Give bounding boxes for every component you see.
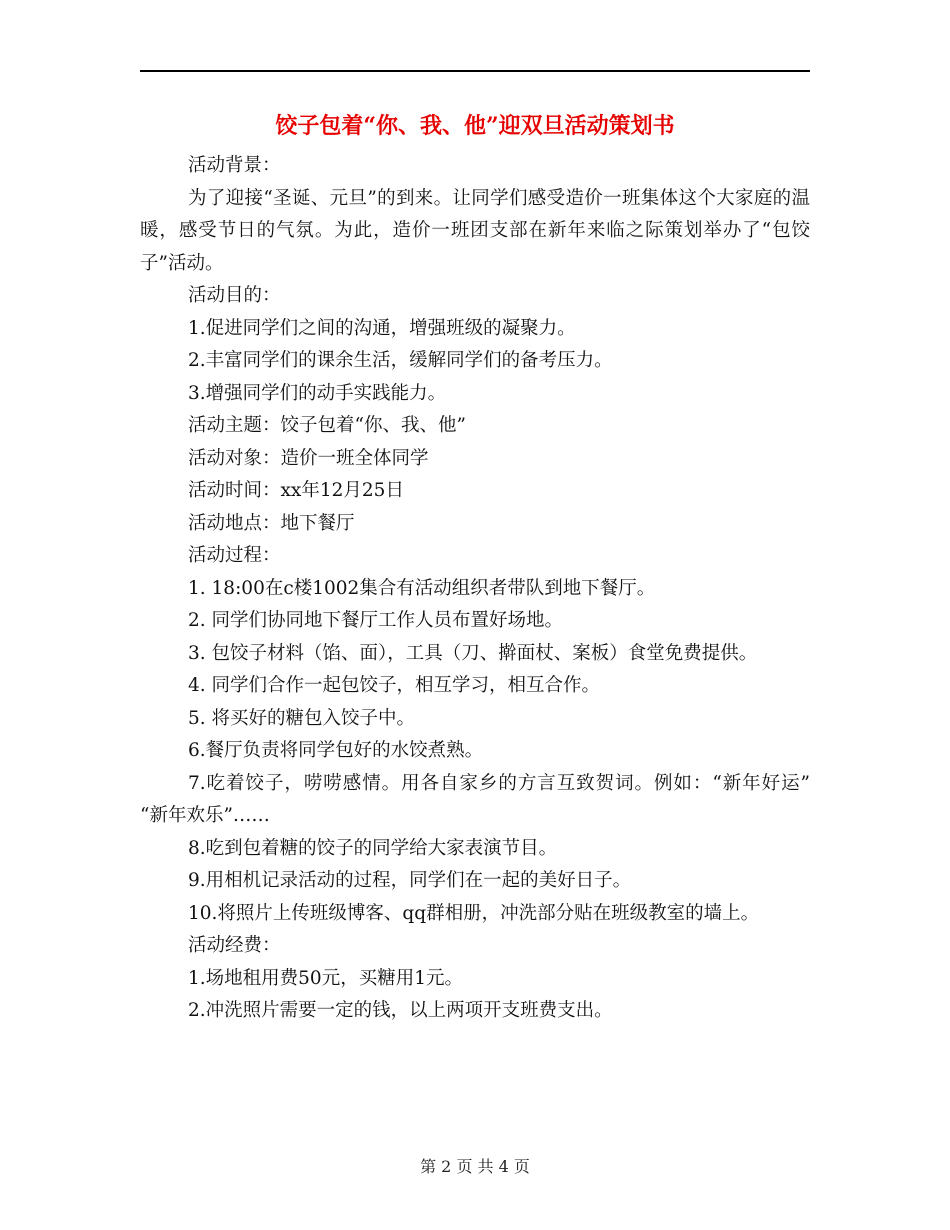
- paragraph: 活动背景：: [188, 155, 281, 176]
- paragraph: 1.场地租用费50元，买糖用1元。: [188, 967, 463, 989]
- paragraph: 2. 同学们协同地下餐厅工作人员布置好场地。: [188, 610, 564, 631]
- paragraph: 活动地点：地下餐厅: [188, 512, 355, 534]
- paragraph: 活动经费：: [188, 935, 281, 956]
- paragraph: 3. 包饺子材料（馅、面），工具（刀、擀面杖、案板）食堂免费提供。: [188, 642, 758, 664]
- header-rule: [140, 70, 810, 72]
- paragraph: 活动目的：: [188, 285, 281, 306]
- paragraph: 活动对象：造价一班全体同学: [188, 447, 429, 469]
- paragraph: 8.吃到包着糖的饺子的同学给大家表演节目。: [188, 837, 558, 859]
- paragraph: 7.吃着饺子，唠唠感情。用各自家乡的方言互致贺词。例如：“新年好运” “新年欢乐”……: [140, 772, 810, 826]
- paragraph: 活动主题：饺子包着“你、我、他”: [188, 415, 466, 436]
- document-body: [140, 150, 810, 1028]
- paragraph: 1. 18:00在c楼1002集合有活动组织者带队到地下餐厅。: [188, 577, 656, 599]
- paragraph: 1.促进同学们之间的沟通，增强班级的凝聚力。: [188, 317, 576, 339]
- document-title: 饺子包着“你、我、他”迎双旦活动策划书: [275, 113, 675, 139]
- paragraph: 活动时间：xx年12月25日: [188, 480, 404, 501]
- paragraph: 2.冲洗照片需要一定的钱，以上两项开支班费支出。: [188, 1000, 613, 1021]
- paragraph: 3.增强同学们的动手实践能力。: [188, 382, 447, 404]
- paragraph: 10.将照片上传班级博客、qq群相册，冲洗部分贴在班级教室的墙上。: [188, 902, 760, 924]
- paragraph: 4. 同学们合作一起包饺子，相互学习，相互合作。: [188, 675, 601, 696]
- paragraph: 5. 将买好的糖包入饺子中。: [188, 707, 416, 729]
- paragraph: 2.丰富同学们的课余生活，缓解同学们的备考压力。: [188, 350, 613, 371]
- paragraph: 6.餐厅负责将同学包好的水饺煮熟。: [188, 740, 484, 761]
- page-footer: 第 2 页 共 4 页: [420, 1157, 530, 1176]
- paragraph: 9.用相机记录活动的过程，同学们在一起的美好日子。: [188, 870, 632, 891]
- paragraph: 为了迎接“圣诞、元旦”的到来。让同学们感受造价一班集体这个大家庭的温暖，感受节日的气氛。为此，造价一班团支部在新年来临之际策划举办了“包饺子”活动。: [140, 187, 810, 274]
- paragraph: 活动过程：: [188, 545, 281, 566]
